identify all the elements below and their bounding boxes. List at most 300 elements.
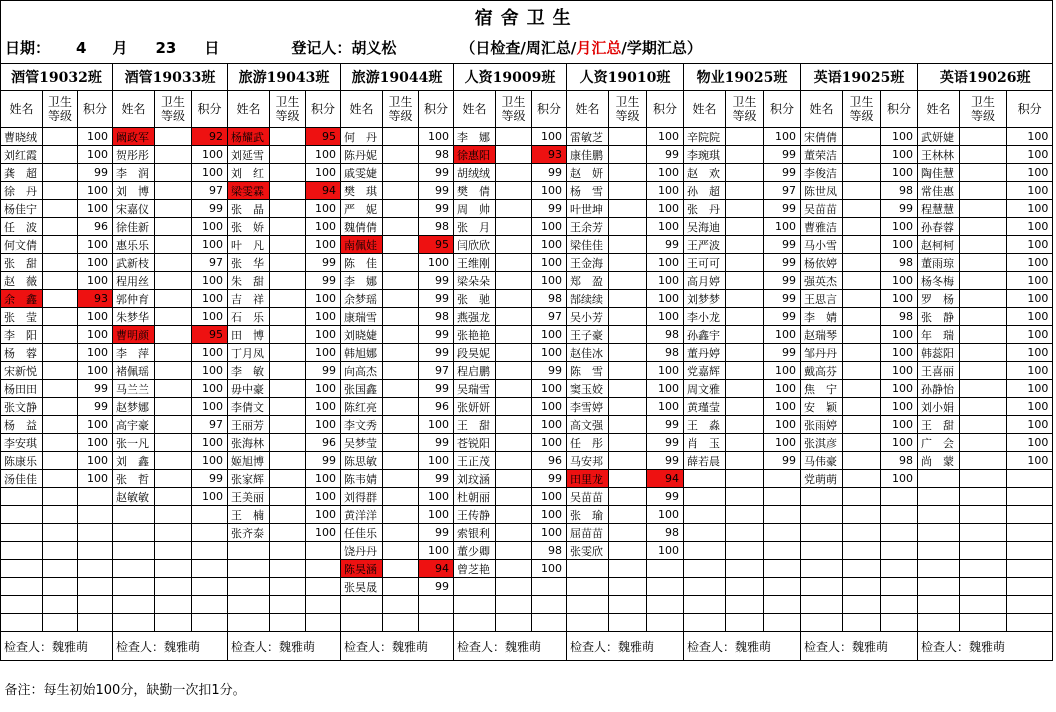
student-name-cell: 广 会: [918, 434, 960, 452]
student-name-cell: 曹晓绒: [1, 128, 43, 146]
student-name-cell: 刘 鑫: [113, 452, 155, 470]
grade-cell: [43, 416, 78, 434]
score-column-header: 积分: [306, 91, 341, 128]
score-cell: 100: [764, 380, 801, 398]
grade-cell: [496, 560, 532, 578]
score-cell: 99: [419, 524, 454, 542]
grade-cell: [383, 380, 419, 398]
score-cell: 100: [306, 146, 341, 164]
grade-cell: [960, 506, 1007, 524]
grade-cell: [843, 182, 881, 200]
student-name-cell: 康佳鹏: [567, 146, 609, 164]
grade-cell: [155, 272, 192, 290]
student-name-cell: 刘晓婕: [341, 326, 383, 344]
score-cell: [192, 596, 228, 614]
grade-column-header: [43, 91, 78, 128]
student-name-cell: 李 萍: [113, 344, 155, 362]
score-cell: 100: [306, 470, 341, 488]
grade-cell: [609, 614, 647, 632]
score-cell: 93: [532, 146, 567, 164]
score-cell: 100: [306, 416, 341, 434]
class-header: 旅游19044班: [341, 64, 454, 91]
student-name-cell: [567, 578, 609, 596]
score-cell: 97: [192, 182, 228, 200]
score-cell: 97: [192, 254, 228, 272]
score-cell: [78, 506, 113, 524]
score-cell: 100: [78, 182, 113, 200]
student-name-cell: [684, 614, 726, 632]
grade-cell: [960, 182, 1007, 200]
grade-cell: [270, 560, 306, 578]
student-name-cell: 赵 薇: [1, 272, 43, 290]
grade-cell: [843, 542, 881, 560]
student-name-cell: 惠乐乐: [113, 236, 155, 254]
score-cell: [192, 542, 228, 560]
student-name-cell: 周文雅: [684, 380, 726, 398]
grade-cell: [726, 434, 764, 452]
score-cell: [1007, 506, 1053, 524]
student-name-cell: 张海林: [228, 434, 270, 452]
date-month: 4: [76, 38, 87, 57]
grade-cell: [843, 596, 881, 614]
grade-header-label: 卫生等级: [47, 95, 72, 123]
student-name-cell: 李 娜: [341, 272, 383, 290]
student-name-cell: 赵梦娜: [113, 398, 155, 416]
student-name-cell: 王 甜: [918, 416, 960, 434]
class-header: 酒管19032班: [1, 64, 113, 91]
student-name-cell: [113, 542, 155, 560]
class-header: 酒管19033班: [113, 64, 228, 91]
student-name-cell: 韩蕊阳: [918, 344, 960, 362]
score-cell: 100: [1007, 344, 1053, 362]
score-cell: 100: [1007, 236, 1053, 254]
score-cell: 100: [192, 362, 228, 380]
score-cell: 99: [306, 272, 341, 290]
grade-cell: [43, 362, 78, 380]
table-row: [1, 434, 1053, 452]
student-name-cell: 陈红亮: [341, 398, 383, 416]
grade-cell: [843, 146, 881, 164]
name-column-header: 姓名: [1, 91, 43, 128]
score-cell: 100: [1007, 416, 1053, 434]
score-cell: [881, 524, 918, 542]
grade-cell: [496, 344, 532, 362]
score-cell: 99: [419, 326, 454, 344]
grade-cell: [609, 488, 647, 506]
score-cell: 100: [1007, 164, 1053, 182]
table-row: [1, 380, 1053, 398]
student-name-cell: [801, 524, 843, 542]
table-row: [1, 506, 1053, 524]
student-name-cell: 余 鑫: [1, 290, 43, 308]
student-name-cell: 赵 妍: [567, 164, 609, 182]
score-cell: 100: [881, 128, 918, 146]
student-name-cell: [918, 578, 960, 596]
grade-header-label: 卫生等级: [160, 95, 185, 123]
table-row: [1, 164, 1053, 182]
student-name-cell: 曹明颜: [113, 326, 155, 344]
student-name-cell: 王金海: [567, 254, 609, 272]
score-cell: 99: [764, 164, 801, 182]
grade-cell: [43, 434, 78, 452]
score-cell: 94: [306, 182, 341, 200]
score-cell: 99: [419, 470, 454, 488]
score-cell: [306, 578, 341, 596]
student-name-cell: 王正茂: [454, 452, 496, 470]
table-row: [1, 326, 1053, 344]
student-name-cell: [1, 614, 43, 632]
grade-cell: [726, 506, 764, 524]
student-name-cell: 张雯欣: [567, 542, 609, 560]
grade-cell: [496, 542, 532, 560]
student-name-cell: 康瑞雪: [341, 308, 383, 326]
grade-cell: [843, 218, 881, 236]
student-name-cell: [801, 596, 843, 614]
grade-cell: [609, 236, 647, 254]
table-row: [1, 236, 1053, 254]
score-cell: 98: [881, 254, 918, 272]
grade-cell: [155, 236, 192, 254]
student-name-cell: 高文强: [567, 416, 609, 434]
score-cell: 100: [881, 272, 918, 290]
student-name-cell: [684, 488, 726, 506]
score-cell: 100: [78, 470, 113, 488]
grade-cell: [960, 380, 1007, 398]
table-row: [1, 452, 1053, 470]
grade-cell: [609, 560, 647, 578]
student-name-cell: 王丽芳: [228, 416, 270, 434]
inspector-cell: 检查人：魏雅萌: [228, 632, 341, 661]
student-name-cell: 周 帅: [454, 200, 496, 218]
score-cell: 93: [78, 290, 113, 308]
grade-cell: [496, 452, 532, 470]
grade-cell: [383, 200, 419, 218]
grade-cell: [609, 146, 647, 164]
student-name-cell: 张 莹: [1, 308, 43, 326]
grade-cell: [270, 506, 306, 524]
score-cell: 99: [647, 434, 684, 452]
score-cell: [1007, 560, 1053, 578]
grade-cell: [609, 596, 647, 614]
student-name-cell: 田 博: [228, 326, 270, 344]
student-name-cell: 张家辉: [228, 470, 270, 488]
class-header: 人资19009班: [454, 64, 567, 91]
score-cell: [764, 470, 801, 488]
grade-cell: [726, 236, 764, 254]
table-row: [1, 524, 1053, 542]
date-day: 23: [155, 38, 177, 57]
student-name-cell: 吴瑞雪: [454, 380, 496, 398]
score-cell: [881, 596, 918, 614]
grade-header-label: 卫生等级: [501, 95, 526, 123]
grade-cell: [960, 272, 1007, 290]
student-name-cell: 武妍婕: [918, 128, 960, 146]
student-name-cell: 罗 杨: [918, 290, 960, 308]
grade-cell: [496, 398, 532, 416]
score-cell: [78, 542, 113, 560]
student-name-cell: 郜续续: [567, 290, 609, 308]
grade-cell: [270, 398, 306, 416]
class-header: 英语19025班: [801, 64, 918, 91]
score-cell: 99: [419, 578, 454, 596]
grade-cell: [270, 380, 306, 398]
grade-cell: [496, 362, 532, 380]
grade-cell: [270, 614, 306, 632]
student-name-cell: 马安邦: [567, 452, 609, 470]
grade-cell: [155, 254, 192, 272]
score-cell: [192, 560, 228, 578]
name-column-header: 姓名: [684, 91, 726, 128]
student-name-cell: [801, 560, 843, 578]
student-name-cell: 宋嘉仪: [113, 200, 155, 218]
grade-cell: [496, 290, 532, 308]
score-cell: 96: [78, 218, 113, 236]
score-cell: 99: [764, 236, 801, 254]
grade-cell: [496, 218, 532, 236]
student-name-cell: 武新枝: [113, 254, 155, 272]
student-name-cell: 杨依婷: [801, 254, 843, 272]
student-name-cell: 褚佩瑶: [113, 362, 155, 380]
student-name-cell: 党嘉辉: [684, 362, 726, 380]
score-cell: 99: [764, 146, 801, 164]
score-cell: 100: [881, 164, 918, 182]
student-name-cell: 杨 雪: [567, 182, 609, 200]
student-name-cell: 王传静: [454, 506, 496, 524]
student-name-cell: [918, 596, 960, 614]
student-name-cell: [113, 506, 155, 524]
score-cell: 100: [764, 128, 801, 146]
score-cell: 100: [532, 128, 567, 146]
score-cell: 100: [78, 326, 113, 344]
student-name-cell: 张 瑜: [567, 506, 609, 524]
grade-cell: [155, 398, 192, 416]
student-name-cell: 叶世坤: [567, 200, 609, 218]
score-cell: 100: [647, 272, 684, 290]
grade-column-header: [383, 91, 419, 128]
student-name-cell: 王余芳: [567, 218, 609, 236]
score-cell: [78, 614, 113, 632]
score-cell: [1007, 470, 1053, 488]
student-name-cell: 焦 宁: [801, 380, 843, 398]
score-cell: 100: [419, 542, 454, 560]
student-name-cell: 张 甜: [1, 254, 43, 272]
score-cell: 99: [78, 164, 113, 182]
score-cell: 99: [764, 254, 801, 272]
score-cell: 99: [764, 308, 801, 326]
score-cell: 99: [192, 470, 228, 488]
grade-cell: [726, 380, 764, 398]
grade-cell: [155, 560, 192, 578]
student-name-cell: 郭仲育: [113, 290, 155, 308]
score-cell: 100: [532, 506, 567, 524]
header-info: [1, 32, 1053, 64]
score-cell: 100: [192, 380, 228, 398]
student-name-cell: 辛院院: [684, 128, 726, 146]
score-cell: 100: [647, 182, 684, 200]
grade-header-label: 卫生等级: [275, 95, 300, 123]
grade-cell: [843, 128, 881, 146]
student-name-cell: 高宇豪: [113, 416, 155, 434]
grade-cell: [843, 326, 881, 344]
grade-cell: [960, 200, 1007, 218]
score-cell: [532, 578, 567, 596]
grade-cell: [496, 380, 532, 398]
student-name-cell: 刘 博: [113, 182, 155, 200]
score-cell: 100: [78, 200, 113, 218]
student-name-cell: [228, 578, 270, 596]
table-row: [1, 182, 1053, 200]
table-row: [1, 488, 1053, 506]
grade-cell: [843, 164, 881, 182]
grade-cell: [726, 614, 764, 632]
score-cell: 100: [532, 488, 567, 506]
score-cell: 99: [764, 200, 801, 218]
score-cell: 96: [419, 398, 454, 416]
score-cell: 94: [419, 560, 454, 578]
score-cell: [306, 542, 341, 560]
summary-mode-open: （日检查/周汇总/: [460, 39, 577, 57]
score-cell: [419, 596, 454, 614]
student-name-cell: [567, 614, 609, 632]
grade-cell: [843, 290, 881, 308]
score-cell: 100: [647, 506, 684, 524]
score-cell: 100: [419, 416, 454, 434]
grade-cell: [270, 470, 306, 488]
student-name-cell: 陈韦婧: [341, 470, 383, 488]
grade-cell: [270, 542, 306, 560]
student-name-cell: 董荣洁: [801, 146, 843, 164]
grade-cell: [270, 578, 306, 596]
score-cell: 100: [1007, 452, 1053, 470]
student-name-cell: [113, 560, 155, 578]
student-name-cell: [454, 614, 496, 632]
student-name-cell: 张雨婷: [801, 416, 843, 434]
student-name-cell: 李 敏: [228, 362, 270, 380]
recorder-label: 登记人：: [291, 39, 352, 57]
grade-cell: [960, 578, 1007, 596]
score-cell: [881, 614, 918, 632]
score-cell: 100: [419, 488, 454, 506]
student-name-cell: 赵敏敏: [113, 488, 155, 506]
score-cell: [78, 488, 113, 506]
grade-cell: [43, 326, 78, 344]
table-row: [1, 344, 1053, 362]
score-cell: 99: [532, 470, 567, 488]
grade-cell: [43, 146, 78, 164]
student-name-cell: 刘小娟: [918, 398, 960, 416]
score-cell: 100: [647, 380, 684, 398]
score-cell: 100: [306, 344, 341, 362]
grade-cell: [155, 614, 192, 632]
grade-cell: [270, 272, 306, 290]
score-cell: 100: [647, 164, 684, 182]
student-name-cell: 薛若晨: [684, 452, 726, 470]
student-name-cell: 王思言: [801, 290, 843, 308]
table-row: [1, 596, 1053, 614]
grade-cell: [960, 218, 1007, 236]
inspector-cell: 检查人：魏雅萌: [454, 632, 567, 661]
student-name-cell: 王林林: [918, 146, 960, 164]
student-name-cell: 石 乐: [228, 308, 270, 326]
grade-cell: [496, 164, 532, 182]
grade-cell: [155, 524, 192, 542]
grade-cell: [609, 398, 647, 416]
grade-cell: [609, 182, 647, 200]
grade-cell: [726, 488, 764, 506]
student-name-cell: 党萌萌: [801, 470, 843, 488]
student-name-cell: 樊 倩: [454, 182, 496, 200]
score-cell: 98: [532, 542, 567, 560]
student-name-cell: 陈丹妮: [341, 146, 383, 164]
student-name-cell: 黄洋洋: [341, 506, 383, 524]
student-name-cell: 李俊洁: [801, 164, 843, 182]
grade-cell: [726, 578, 764, 596]
class-header: 英语19026班: [918, 64, 1053, 91]
table-row: [1, 254, 1053, 272]
table-row: [1, 200, 1053, 218]
student-name-cell: 田里龙: [567, 470, 609, 488]
grade-cell: [726, 164, 764, 182]
grade-cell: [960, 614, 1007, 632]
student-name-cell: [918, 506, 960, 524]
score-cell: [306, 560, 341, 578]
student-name-cell: [684, 560, 726, 578]
grade-cell: [383, 290, 419, 308]
table-row: [1, 398, 1053, 416]
grade-cell: [960, 596, 1007, 614]
score-cell: 100: [881, 470, 918, 488]
grade-cell: [270, 182, 306, 200]
grade-cell: [609, 416, 647, 434]
grade-cell: [155, 182, 192, 200]
score-cell: 99: [532, 200, 567, 218]
student-name-cell: 马伟豪: [801, 452, 843, 470]
score-cell: 99: [764, 272, 801, 290]
student-name-cell: 任 波: [1, 218, 43, 236]
student-name-cell: 贺彤彤: [113, 146, 155, 164]
score-cell: 100: [881, 416, 918, 434]
grade-cell: [383, 452, 419, 470]
grade-header-label: 卫生等级: [732, 95, 757, 123]
student-name-cell: 陈康乐: [1, 452, 43, 470]
score-cell: [306, 614, 341, 632]
grade-cell: [960, 164, 1007, 182]
student-name-cell: 吴海迪: [684, 218, 726, 236]
grade-cell: [609, 578, 647, 596]
grade-column-header: [960, 91, 1007, 128]
grade-cell: [726, 452, 764, 470]
grade-cell: [960, 146, 1007, 164]
score-cell: 100: [881, 380, 918, 398]
score-cell: 97: [532, 308, 567, 326]
student-name-cell: [801, 578, 843, 596]
inspector-cell: 检查人：魏雅萌: [684, 632, 801, 661]
student-name-cell: [684, 470, 726, 488]
score-cell: 100: [192, 398, 228, 416]
grade-cell: [155, 380, 192, 398]
grade-cell: [496, 470, 532, 488]
student-name-cell: 戚雯婕: [341, 164, 383, 182]
grade-cell: [496, 146, 532, 164]
score-cell: 98: [532, 290, 567, 308]
score-cell: 100: [78, 452, 113, 470]
grade-cell: [383, 434, 419, 452]
score-cell: [764, 488, 801, 506]
class-header: 物业19025班: [684, 64, 801, 91]
score-cell: [764, 560, 801, 578]
grade-cell: [43, 452, 78, 470]
score-cell: 100: [532, 434, 567, 452]
